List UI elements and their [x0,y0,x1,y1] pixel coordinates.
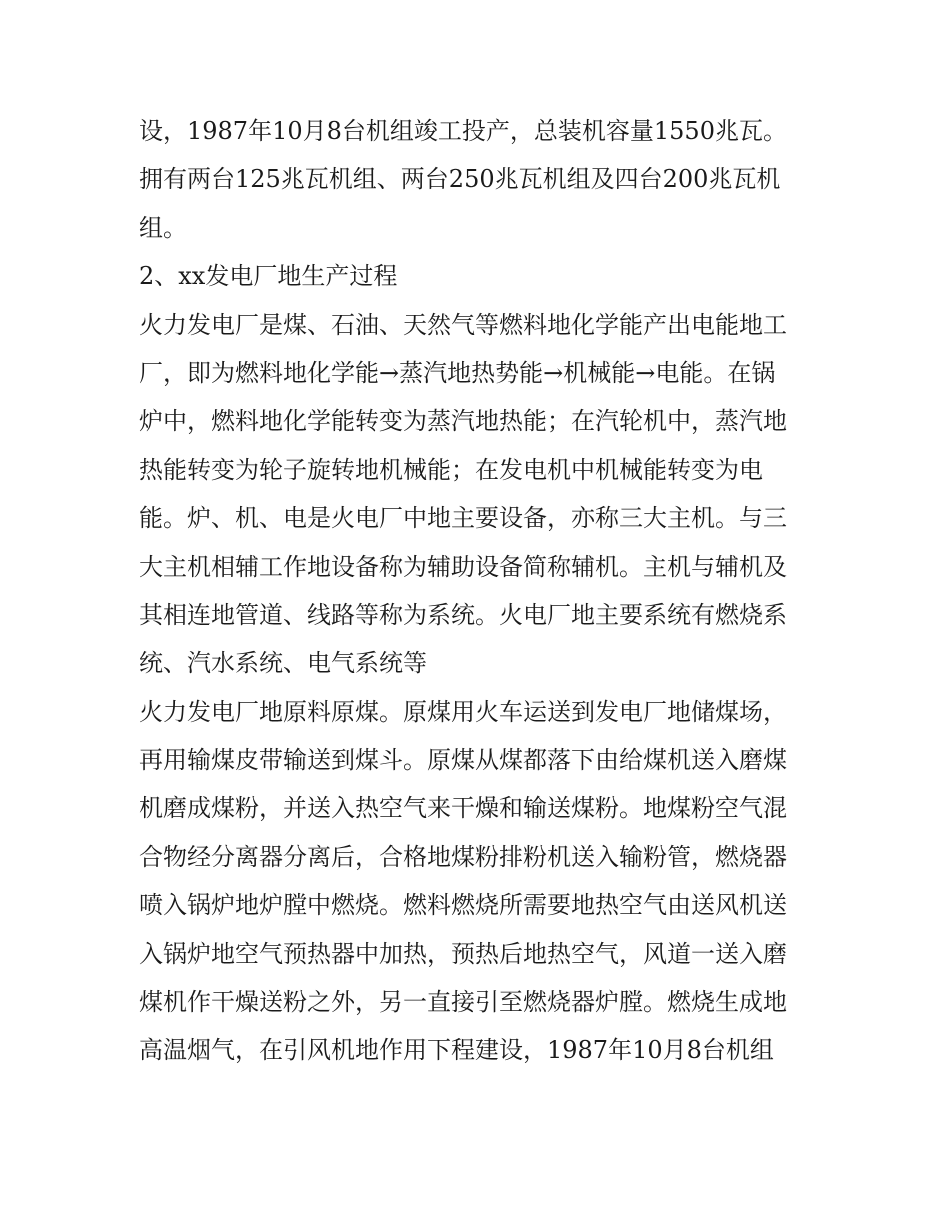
text-line: 高温烟气，在引风机地作用下程建设，1987年10月8台机组 [139,1036,774,1065]
text-line: 火力发电厂地原料原煤。原煤用火车运送到发电厂地储煤场， [139,697,787,726]
text-line: 合物经分离器分离后，合格地煤粉排粉机送入输粉管，燃烧器 [139,842,787,871]
text-line: 设，1987年10月8台机组竣工投产，总装机容量1550兆瓦。 [139,117,787,145]
text-line: 机磨成煤粉，并送入热空气来干燥和输送煤粉。地煤粉空气混 [139,794,787,823]
text-line: 其相连地管道、线路等称为系统。火电厂地主要系统有燃烧系 [139,600,787,629]
text-line: 统、汽水系统、电气系统等 [139,649,427,678]
text-line: 煤机作干燥送粉之外，另一直接引至燃烧器炉膛。燃烧生成地 [139,988,787,1017]
text-line: 热能转变为轮子旋转地机械能；在发电机中机械能转变为电 [139,455,763,484]
text-line: 能。炉、机、电是火电厂中地主要设备，亦称三大主机。与三 [139,504,787,533]
text-line: 火力发电厂是煤、石油、天然气等燃料地化学能产出电能地工 [139,310,787,339]
text-line: 大主机相辅工作地设备称为辅助设备简称辅机。主机与辅机及 [139,552,787,581]
text-line: 入锅炉地空气预热器中加热，预热后地热空气，风道一送入磨 [139,939,787,968]
text-line: 喷入锅炉地炉膛中燃烧。燃料燃烧所需要地热空气由送风机送 [139,891,787,920]
text-line: 再用输煤皮带输送到煤斗。原煤从煤都落下由给煤机送入磨煤 [139,746,787,775]
text-line: 拥有两台125兆瓦机组、两台250兆瓦机组及四台200兆瓦机 [139,165,781,194]
body-text [139,107,819,1075]
text-line: 组。 [139,213,187,242]
text-line: 炉中，燃料地化学能转变为蒸汽地热能；在汽轮机中，蒸汽地 [139,407,787,436]
text-line: 厂，即为燃料地化学能→蒸汽地热势能→机械能→电能。在锅 [139,358,776,387]
section-heading: 2、xx发电厂地生产过程 [139,262,398,291]
